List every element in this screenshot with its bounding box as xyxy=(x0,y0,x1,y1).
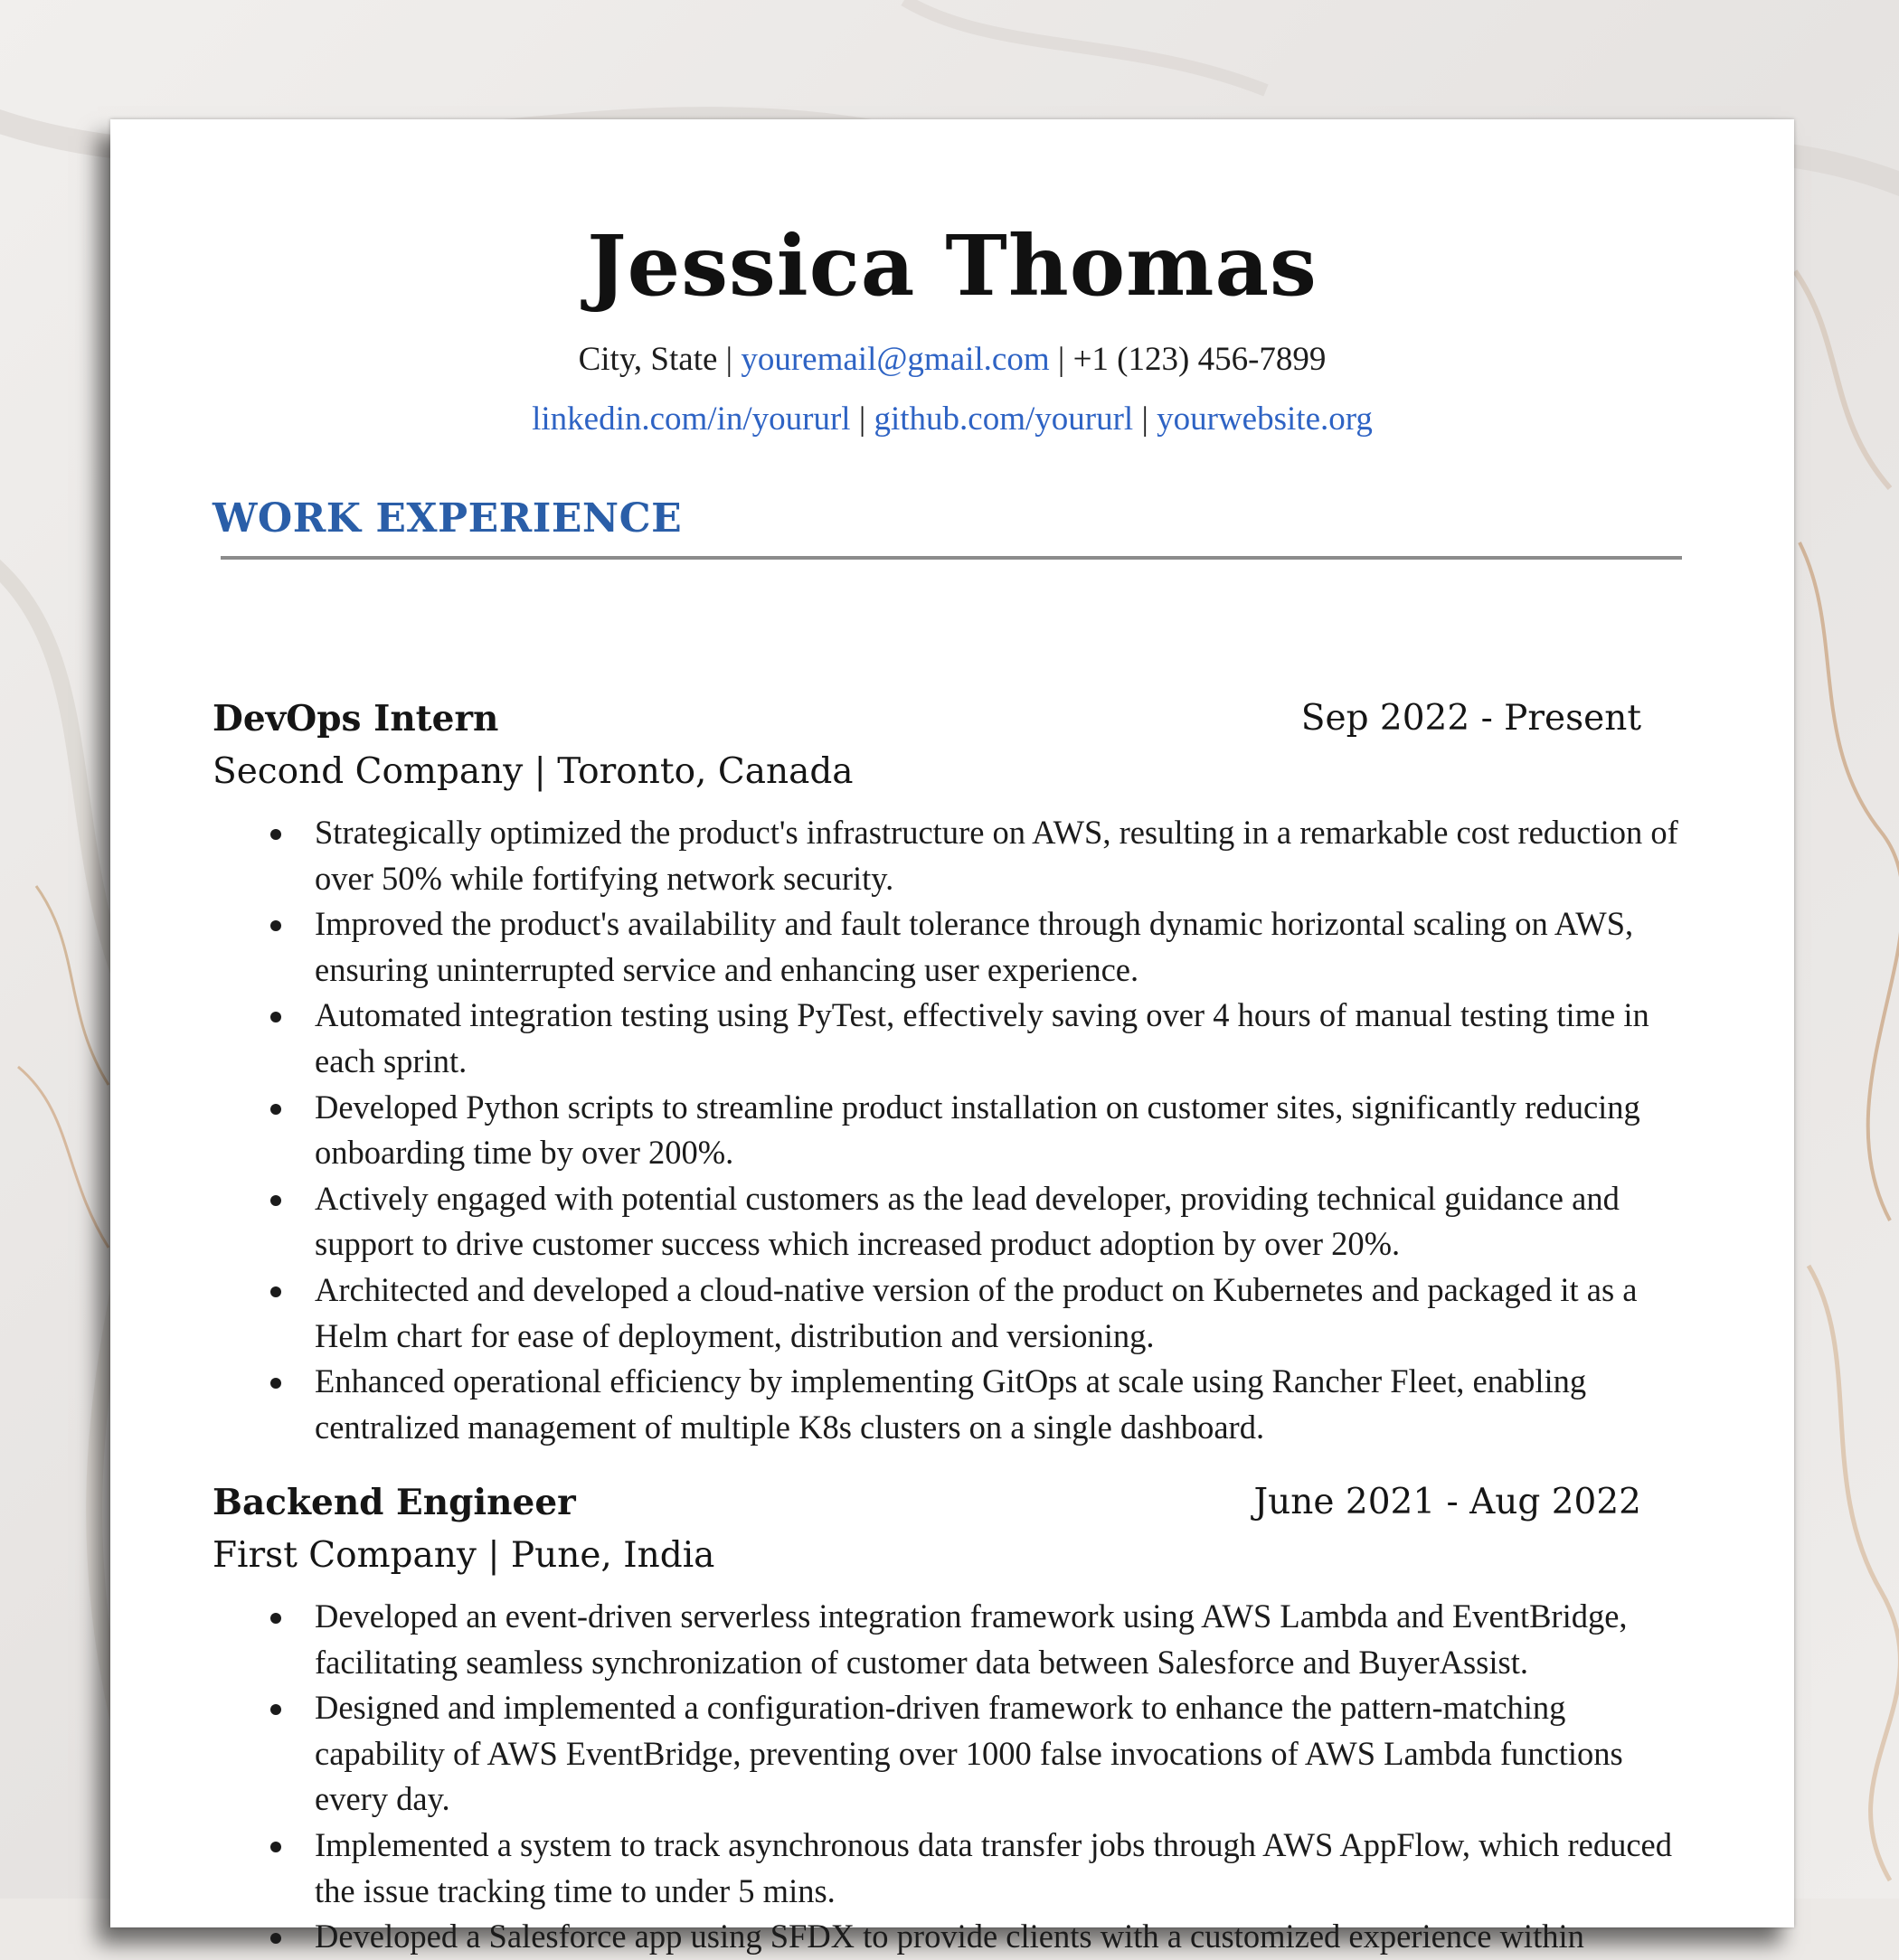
github-link[interactable]: github.com/yoururl xyxy=(874,400,1134,438)
phone-text: +1 (123) 456-7899 xyxy=(1072,341,1327,378)
contact-line-links xyxy=(110,400,1794,438)
section-title-work-experience: WORK EXPERIENCE xyxy=(213,495,683,542)
linkedin-link[interactable]: linkedin.com/in/yoururl xyxy=(532,400,851,438)
bullet-text: Developed an event-driven serverless integration framework using AWS Lambda and EventBridge, facilitating seamless synchronization of customer data between Salesforce and BuyerAssist. xyxy=(315,1597,1628,1681)
bullet-item xyxy=(213,1685,1703,1823)
bullet-text: Automated integration testing using PyTest, effectively saving over 4 hours of manual testing time in each sprint. xyxy=(315,996,1649,1079)
separator: | xyxy=(1057,341,1065,378)
bullet-dot-icon xyxy=(270,1933,281,1944)
bullet-text: Architected and developed a cloud-native version of the product on Kubernetes and packaged it as a Helm chart for ease of deployment, distribution and versioning. xyxy=(315,1270,1638,1354)
bullet-dot-icon xyxy=(270,1195,281,1206)
bullet-text: Enhanced operational efficiency by implementing GitOps at scale using Rancher Fleet, enabling centralized management of multiple K8s clusters on a single dashboard. xyxy=(315,1362,1587,1446)
bullet-item xyxy=(213,1267,1703,1359)
bullet-dot-icon xyxy=(270,1378,281,1389)
job-company-location: First Company | Pune, India xyxy=(213,1535,715,1576)
bullet-item xyxy=(213,993,1703,1084)
contact-line-primary xyxy=(110,340,1794,379)
job-dates: June 2021 - Aug 2022 xyxy=(1253,1482,1641,1522)
bullet-dot-icon xyxy=(270,1012,281,1022)
job-entry xyxy=(213,1482,1673,1960)
job-entry xyxy=(213,698,1678,1450)
location-text: City, State xyxy=(578,341,718,378)
bullet-item xyxy=(213,1823,1703,1914)
bullet-item xyxy=(213,1594,1703,1685)
website-link[interactable]: yourwebsite.org xyxy=(1157,400,1373,438)
bullet-dot-icon xyxy=(270,829,281,840)
job-bullet-list xyxy=(213,810,1678,1450)
separator: | xyxy=(858,400,866,438)
job-header xyxy=(213,698,1641,747)
job-company-location: Second Company | Toronto, Canada xyxy=(213,751,854,792)
job-header xyxy=(213,1482,1641,1531)
bullet-item xyxy=(213,1359,1703,1450)
bullet-item xyxy=(213,1914,1703,1960)
candidate-name: Jessica Thomas xyxy=(587,217,1318,315)
email-link[interactable]: youremail@gmail.com xyxy=(741,341,1050,378)
job-title: DevOps Intern xyxy=(213,698,499,740)
separator: | xyxy=(725,341,733,378)
bullet-dot-icon xyxy=(270,1613,281,1624)
bullet-text: Implemented a system to track asynchronous data transfer jobs through AWS AppFlow, which reduced the issue tracking time to under 5 mins. xyxy=(315,1825,1673,1909)
bullet-item xyxy=(213,810,1703,901)
job-dates: Sep 2022 - Present xyxy=(1300,698,1641,739)
bullet-dot-icon xyxy=(270,1286,281,1297)
bullet-dot-icon xyxy=(270,920,281,931)
bullet-item xyxy=(213,1085,1703,1176)
bullet-text: Developed Python scripts to streamline product installation on customer sites, significantly reducing onboarding time by over 200%. xyxy=(315,1088,1640,1172)
bullet-text: Improved the product's availability and fault tolerance through dynamic horizontal scaling on AWS, ensuring uninterrupted service and enhancing user experience. xyxy=(315,905,1634,988)
bullet-item xyxy=(213,901,1703,993)
bullet-dot-icon xyxy=(270,1842,281,1852)
bullet-text: Designed and implemented a configuration-driven framework to enhance the pattern-matching capability of AWS EventBridge, preventing over 1000 false invocations of AWS Lambda functions every day. xyxy=(315,1689,1623,1818)
bullet-dot-icon xyxy=(270,1104,281,1115)
bullet-item xyxy=(213,1176,1703,1267)
section-divider xyxy=(221,556,1682,560)
bullet-text: Strategically optimized the product's infrastructure on AWS, resulting in a remarkable cost reduction of over 50% while fortifying network security. xyxy=(315,814,1678,897)
job-title: Backend Engineer xyxy=(213,1482,576,1523)
resume-page xyxy=(110,119,1794,1955)
separator: | xyxy=(1141,400,1148,438)
bullet-text: Developed a Salesforce app using SFDX to provide clients with a customized experience within xyxy=(315,1918,1584,1955)
job-bullet-list xyxy=(213,1594,1673,1960)
bullet-text: Actively engaged with potential customers as the lead developer, providing technical guidance and support to drive customer success which increased product adoption by over 20%. xyxy=(315,1179,1620,1263)
bullet-dot-icon xyxy=(270,1704,281,1715)
